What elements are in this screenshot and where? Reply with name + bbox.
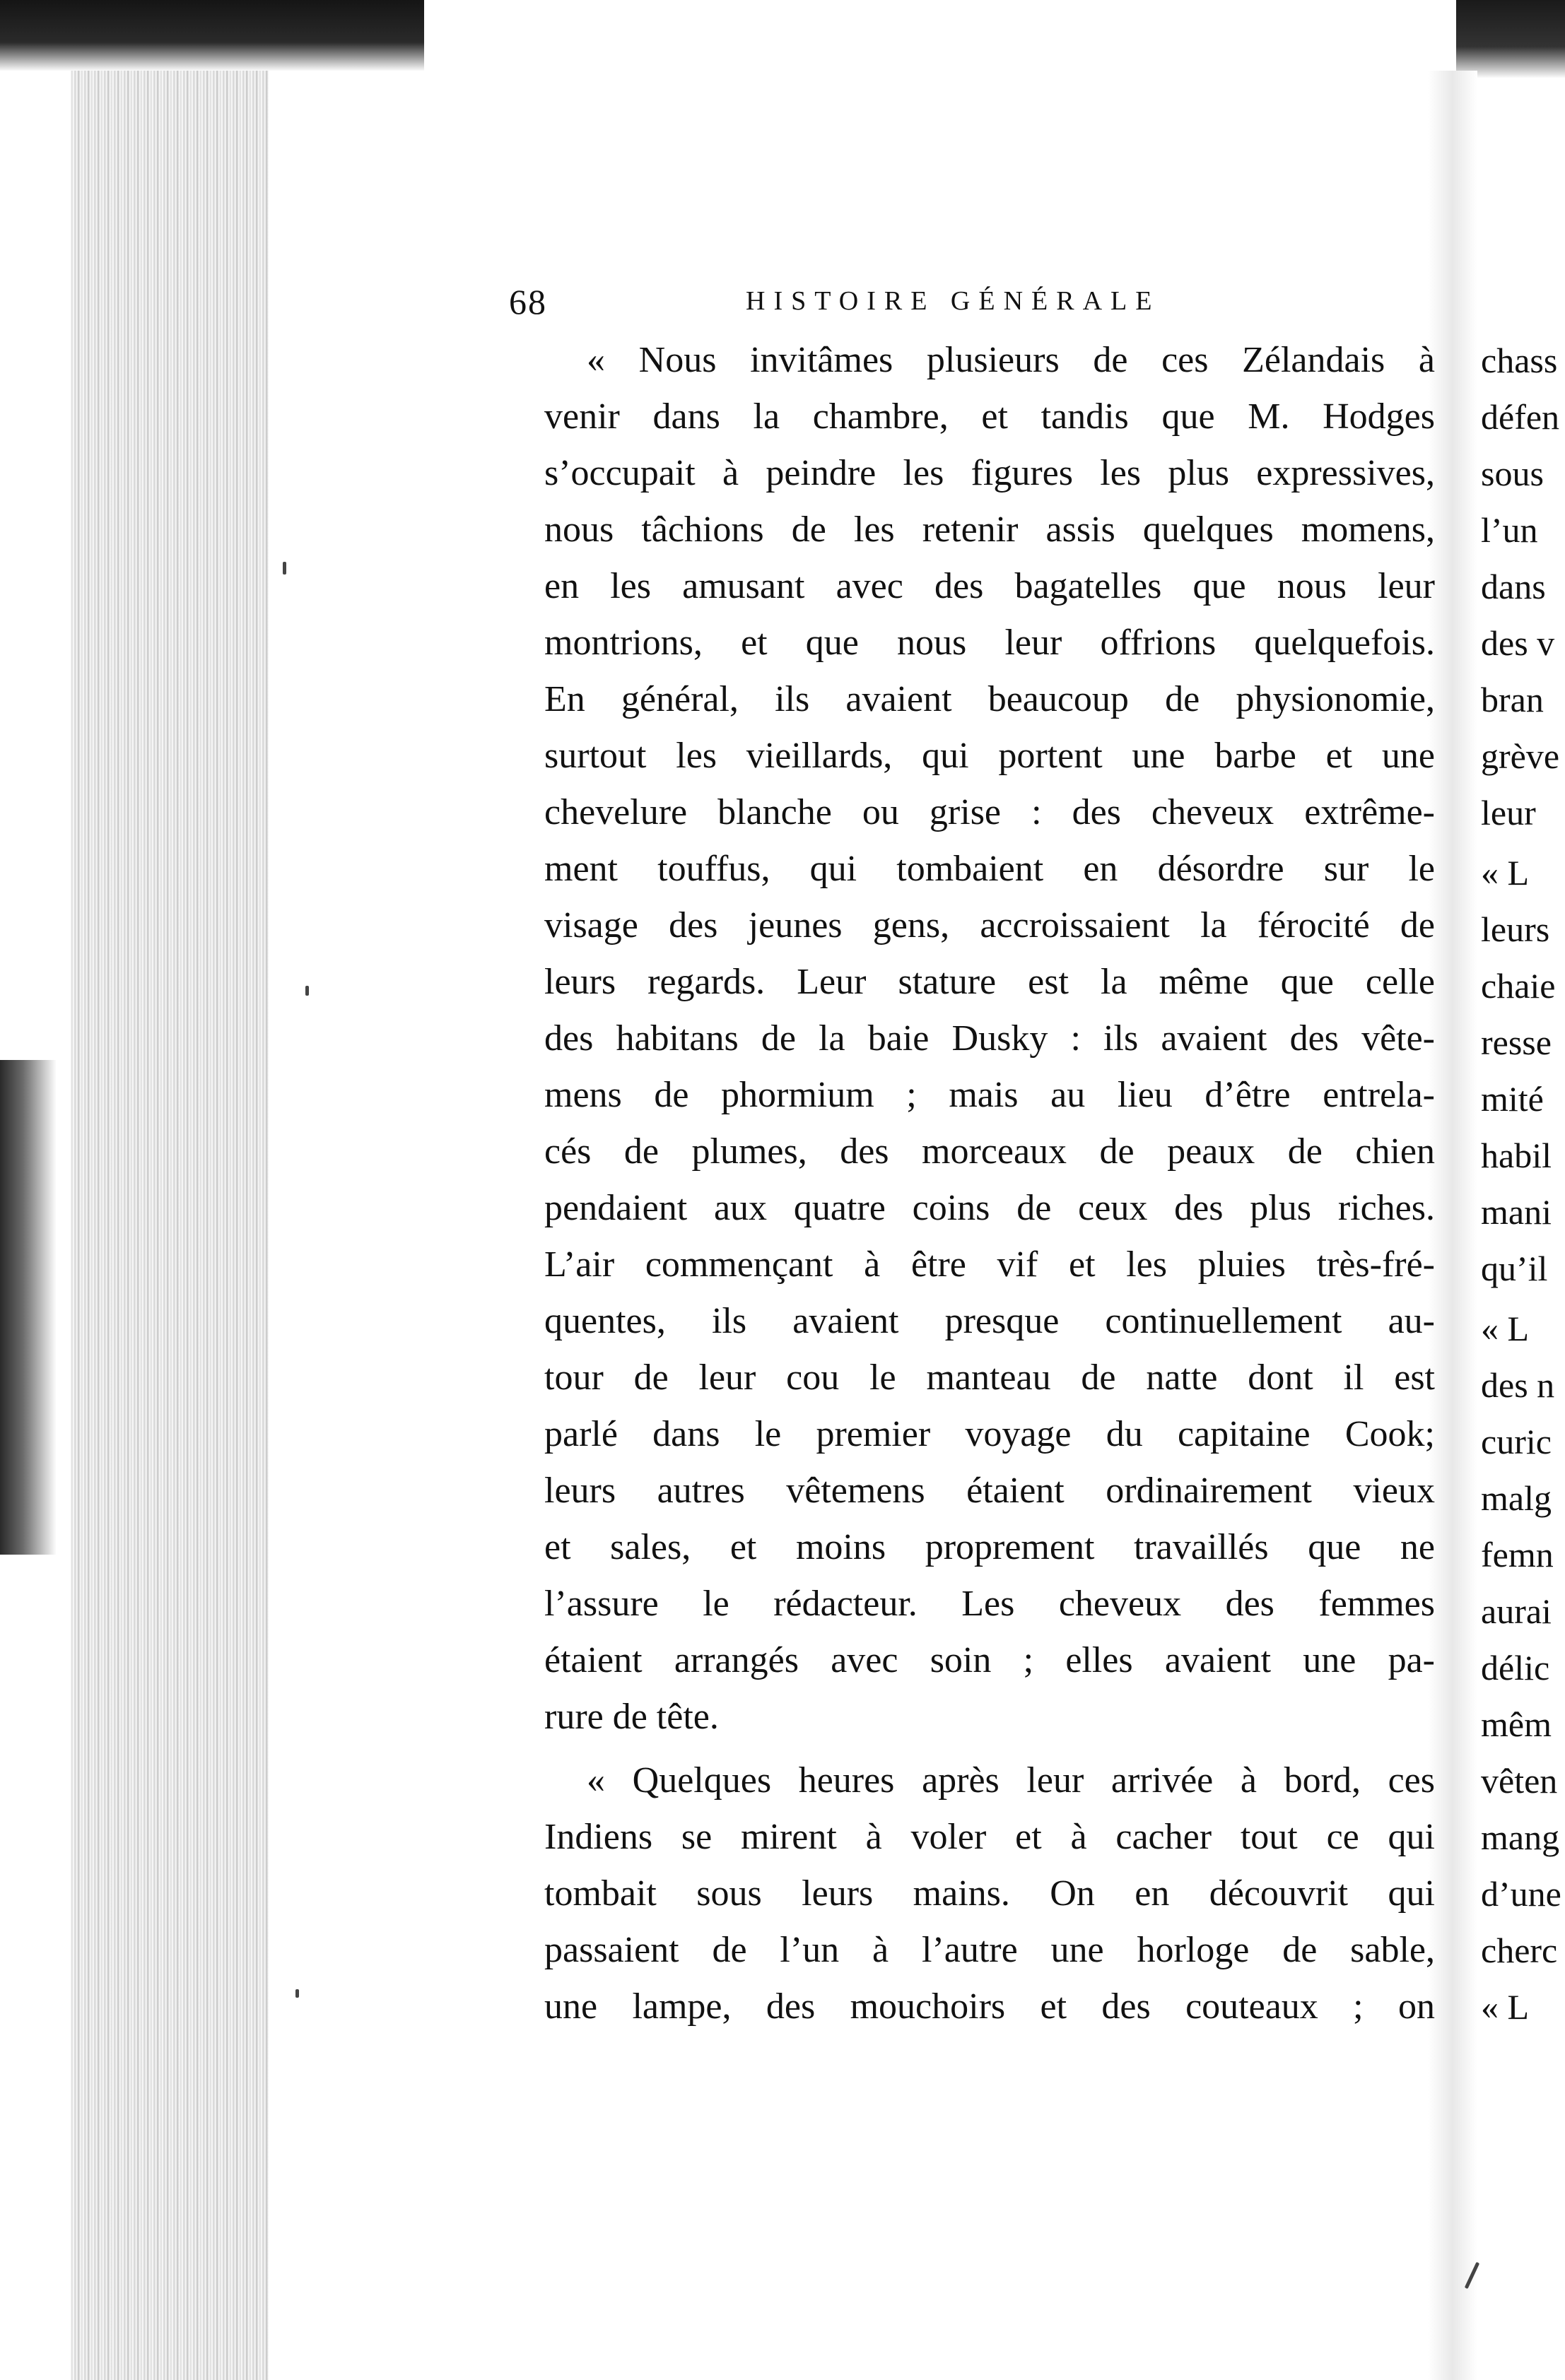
text-line: cés de plumes, des morceaux de peaux de chien: [544, 1131, 1435, 1172]
next-page-fragment: mêm: [1481, 1704, 1552, 1744]
text-line: montrions, et que nous leur offrions quelquefois.: [544, 623, 1435, 663]
next-page-fragment: mang: [1481, 1818, 1560, 1857]
next-page-fragment: des n: [1481, 1365, 1555, 1405]
scan-speck: [295, 1989, 299, 1998]
scan-dark-edge-top-right: [1456, 0, 1565, 78]
next-page-fragment: « L: [1481, 853, 1530, 892]
text-line: rure de tête.: [544, 1697, 719, 1737]
next-page-fragment: sous: [1481, 454, 1544, 493]
text-line: visage des jeunes gens, accroissaient la férocité de: [544, 905, 1435, 945]
scan-speck: [283, 562, 286, 575]
text-line: ment touffus, qui tombaient en désordre sur le: [544, 849, 1435, 889]
text-line: leurs regards. Leur stature est la même que celle: [544, 962, 1435, 1002]
text-line: parlé dans le premier voyage du capitaine Cook;: [544, 1414, 1435, 1454]
page-number: 68: [509, 282, 547, 322]
text-line: En général, ils avaient beaucoup de physionomie,: [544, 679, 1435, 719]
text-line: « Nous invitâmes plusieurs de ces Zélandais à: [587, 340, 1435, 380]
text-line: pendaient aux quatre coins de ceux des plus riches.: [544, 1188, 1435, 1228]
text-line: quentes, ils avaient presque continuellement au-: [544, 1301, 1435, 1341]
text-line: Indiens se mirent à voler et à cacher tout ce qui: [544, 1817, 1435, 1857]
text-line: venir dans la chambre, et tandis que M. Hodges: [544, 396, 1435, 437]
next-page-fragment: habil: [1481, 1136, 1552, 1175]
next-page-fragment: l’un: [1481, 510, 1538, 550]
next-page-fragment: leurs: [1481, 909, 1550, 949]
next-page-fragment: dans: [1481, 567, 1546, 606]
next-page-fragment: défen: [1481, 397, 1560, 437]
text-line: mens de phormium ; mais au lieu d’être entrela-: [544, 1075, 1435, 1115]
book-spine-gap: [1428, 71, 1477, 2380]
next-page-fragment: femn: [1481, 1535, 1554, 1574]
text-line: tour de leur cou le manteau de natte dont il est: [544, 1357, 1435, 1398]
text-line: passaient de l’un à l’autre une horloge de sable,: [544, 1930, 1435, 1970]
next-page-fragment: grève: [1481, 736, 1560, 776]
text-line: étaient arrangés avec soin ; elles avaient une pa-: [544, 1640, 1435, 1680]
text-line: leurs autres vêtemens étaient ordinairement vieux: [544, 1471, 1435, 1511]
scan-speck: [305, 986, 309, 996]
book-page-edges: [71, 71, 269, 2380]
next-page-fragment: qu’il: [1481, 1249, 1548, 1288]
text-line: s’occupait à peindre les figures les plus expressives,: [544, 453, 1435, 493]
text-line: surtout les vieillards, qui portent une barbe et une: [544, 736, 1435, 776]
text-line: en les amusant avec des bagatelles que nous leur: [544, 566, 1435, 606]
text-line: et sales, et moins proprement travaillés que ne: [544, 1527, 1435, 1567]
text-line: « Quelques heures après leur arrivée à bord, ces: [587, 1760, 1435, 1801]
next-page-fragment: vêten: [1481, 1761, 1558, 1801]
next-page-fragment: mani: [1481, 1192, 1552, 1232]
running-title: HISTOIRE GÉNÉRALE: [746, 286, 1161, 316]
text-line: L’air commençant à être vif et les pluies très-fré-: [544, 1244, 1435, 1285]
next-page-fragment: chaie: [1481, 966, 1556, 1006]
text-line: chevelure blanche ou grise : des cheveux extrême-: [544, 792, 1435, 832]
page-header: [509, 281, 1421, 331]
text-line: des habitans de la baie Dusky : ils avaient des vête-: [544, 1018, 1435, 1059]
text-line: une lampe, des mouchoirs et des couteaux ; on: [544, 1986, 1435, 2027]
next-page-fragment: mité: [1481, 1079, 1544, 1119]
next-page-fragment: malg: [1481, 1478, 1552, 1518]
next-page-fragment: des v: [1481, 623, 1555, 663]
text-line: tombait sous leurs mains. On en découvrit qui: [544, 1873, 1435, 1914]
next-page-fragment: aurai: [1481, 1591, 1552, 1631]
next-page-fragment: chass: [1481, 341, 1558, 380]
next-page-fragment: cherc: [1481, 1931, 1558, 1970]
next-page-fragment: « L: [1481, 1987, 1530, 2027]
next-page-fragment: resse: [1481, 1023, 1552, 1062]
next-page-fragment: curic: [1481, 1422, 1552, 1461]
next-page-fragment: « L: [1481, 1309, 1530, 1348]
text-line: nous tâchions de les retenir assis quelques momens,: [544, 509, 1435, 550]
scan-dark-edge-top-left: [0, 0, 424, 71]
scan-dark-edge-left: [0, 1060, 57, 1555]
text-line: l’assure le rédacteur. Les cheveux des femmes: [544, 1584, 1435, 1624]
next-page-fragment: d’une: [1481, 1874, 1561, 1914]
next-page-fragment: leur: [1481, 793, 1536, 832]
next-page-fragment: délic: [1481, 1648, 1550, 1687]
next-page-fragment: bran: [1481, 680, 1544, 719]
